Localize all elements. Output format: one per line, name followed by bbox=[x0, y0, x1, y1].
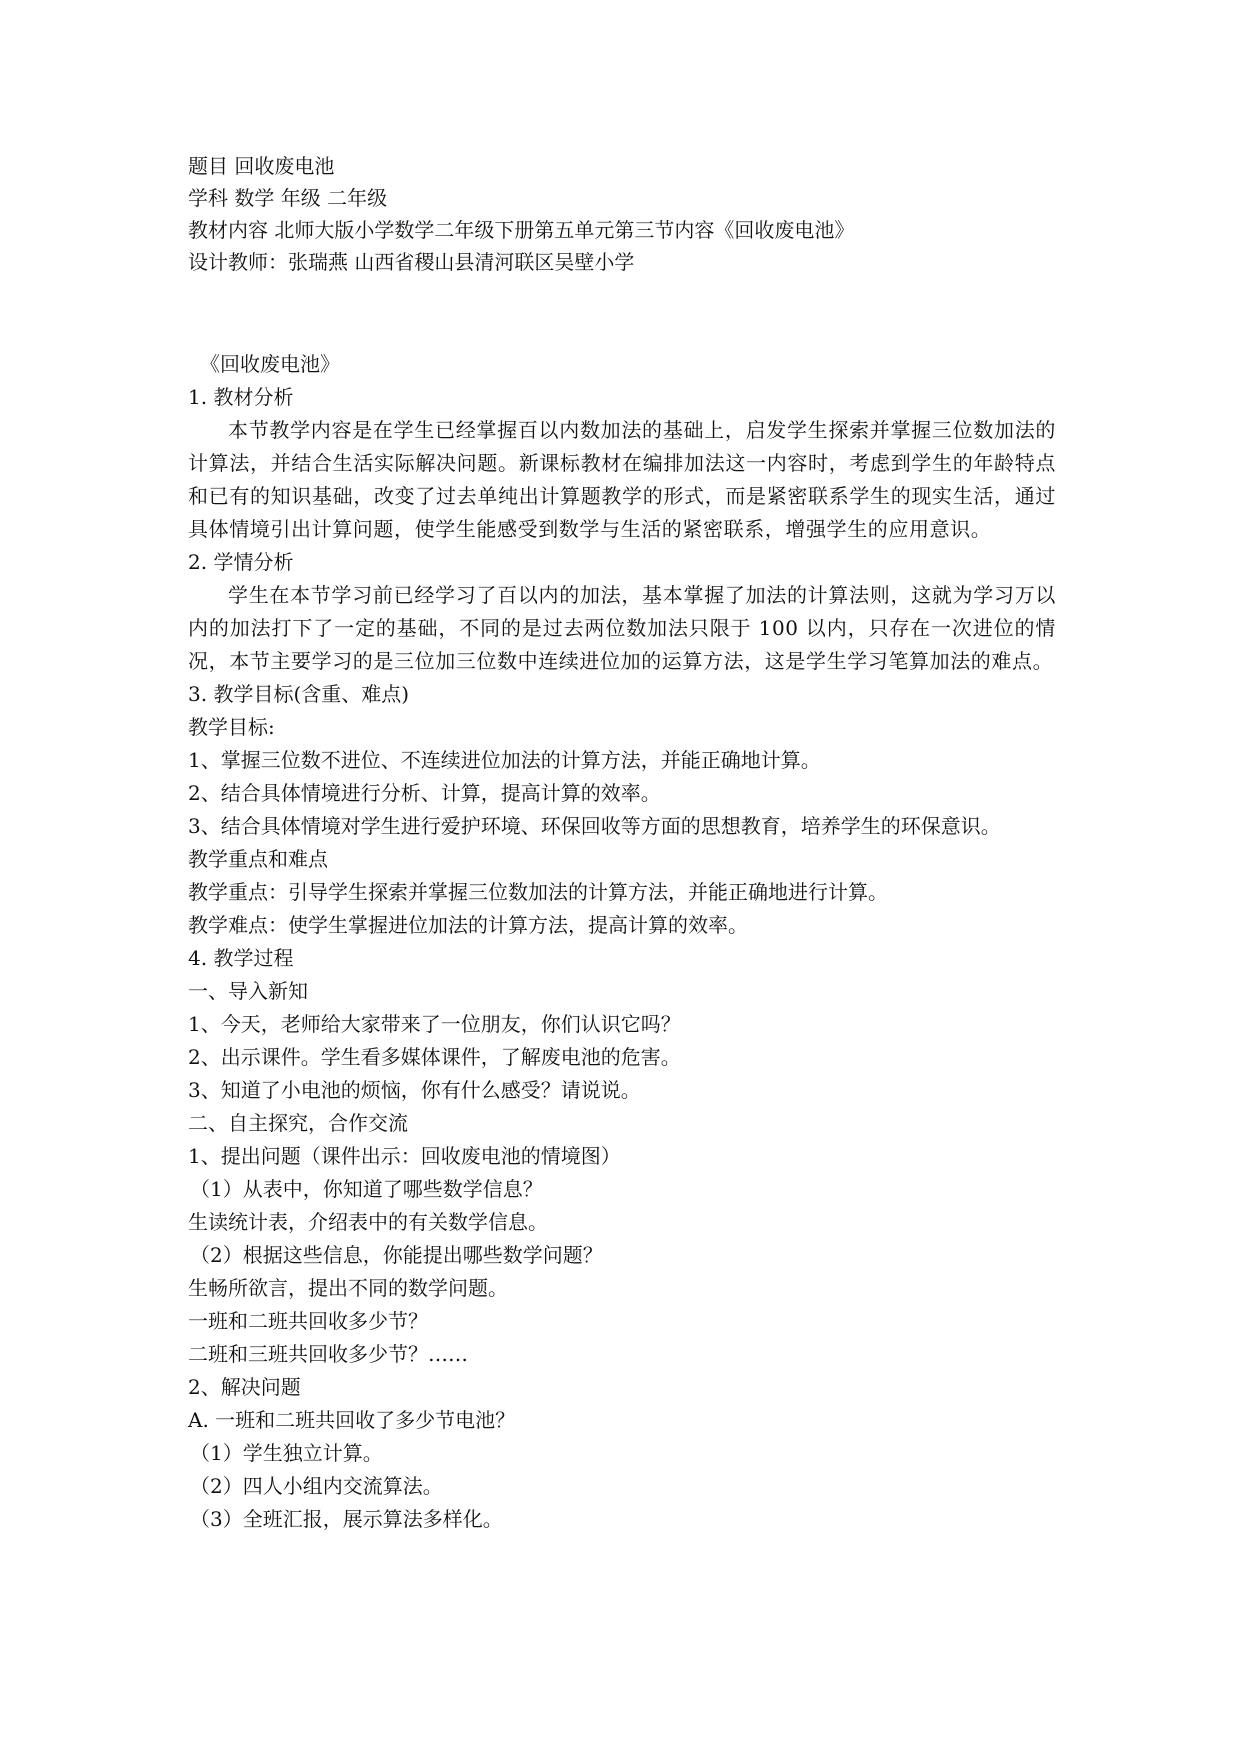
process-item: 生畅所欲言，提出不同的数学问题。 bbox=[188, 1276, 508, 1300]
key-point-line: 教学重点：引导学生探索并掌握三位数加法的计算方法，并能正确地进行计算。 bbox=[188, 880, 888, 904]
process-subitem: （3）全班汇报，展示算法多样化。 bbox=[190, 1507, 503, 1531]
material-line: 教材内容 北师大版小学数学二年级下册第五单元第三节内容《回收废电池》 bbox=[188, 218, 855, 242]
section-heading-material-analysis: 1. 教材分析 bbox=[188, 385, 294, 409]
section-heading-student-analysis: 2. 学情分析 bbox=[188, 550, 294, 574]
section-heading-objectives: 3. 教学目标(含重、难点) bbox=[188, 682, 410, 706]
process-item: 生读统计表，介绍表中的有关数学信息。 bbox=[188, 1210, 548, 1234]
doc-title: 《回收废电池》 bbox=[200, 352, 340, 376]
process-item: A. 一班和二班共回收了多少节电池？ bbox=[188, 1408, 516, 1432]
process-item: 3、知道了小电池的烦恼，你有什么感受？请说说。 bbox=[188, 1078, 641, 1102]
subject-line: 学科 数学 年级 二年级 bbox=[188, 186, 388, 210]
process-subitem: （1）学生独立计算。 bbox=[190, 1441, 383, 1465]
student-analysis-paragraph: 学生在本节学习前已经学习了百以内的加法，基本掌握了加法的计算法则，这就为学习万以内的加法打下了一定的基础，不同的是过去两位数加法只限于 100 以内，只存在一次进位的情况，本节主要学习的是三位加三位数中连续进位加的运算方法，这是学生学习笔算加法的难点。 bbox=[188, 583, 1056, 673]
section-heading-process: 4. 教学过程 bbox=[188, 946, 294, 970]
process-item: 一班和二班共回收多少节？ bbox=[188, 1309, 428, 1333]
process-item: 二班和三班共回收多少节？…… bbox=[188, 1342, 468, 1366]
part-heading-intro: 一、导入新知 bbox=[188, 979, 308, 1003]
process-subitem: （1）从表中，你知道了哪些数学信息？ bbox=[190, 1177, 543, 1201]
process-item: 1、今天，老师给大家带来了一位朋友，你们认识它吗？ bbox=[188, 1012, 681, 1036]
process-item: 2、出示课件。学生看多媒体课件，了解废电池的危害。 bbox=[188, 1045, 681, 1069]
part-heading-explore: 二、自主探究，合作交流 bbox=[188, 1111, 408, 1135]
lesson-body bbox=[188, 348, 1056, 1536]
goal-item: 1、掌握三位数不进位、不连续进位加法的计算方法，并能正确地计算。 bbox=[188, 748, 821, 772]
goal-item: 2、结合具体情境进行分析、计算，提高计算的效率。 bbox=[188, 781, 661, 805]
process-item: 1、提出问题（课件出示：回收废电池的情境图） bbox=[188, 1144, 621, 1168]
lesson-meta bbox=[188, 150, 1088, 278]
difficulty-line: 教学难点：使学生掌握进位加法的计算方法，提高计算的效率。 bbox=[188, 913, 748, 937]
designer-line: 设计教师：张瑞燕 山西省稷山县清河联区吴壁小学 bbox=[188, 250, 635, 274]
process-subitem: （2）根据这些信息，你能提出哪些数学问题？ bbox=[190, 1243, 603, 1267]
process-item: 2、解决问题 bbox=[188, 1375, 301, 1399]
process-subitem: （2）四人小组内交流算法。 bbox=[190, 1474, 443, 1498]
goals-label: 教学目标: bbox=[188, 715, 275, 739]
topic-line: 题目 回收废电池 bbox=[188, 154, 335, 178]
key-difficulty-label: 教学重点和难点 bbox=[188, 847, 328, 871]
goal-item: 3、结合具体情境对学生进行爱护环境、环保回收等方面的思想教育，培养学生的环保意识。 bbox=[188, 814, 1001, 838]
material-analysis-paragraph: 本节教学内容是在学生已经掌握百以内数加法的基础上，启发学生探索并掌握三位数加法的计算法，并结合生活实际解决问题。新课标教材在编排加法这一内容时，考虑到学生的年龄特点和已有的知识基础，改变了过去单纯出计算题教学的形式，而是紧密联系学生的现实生活，通过具体情境引出计算问题，使学生能感受到数学与生活的紧密联系，增强学生的应用意识。 bbox=[188, 418, 1056, 541]
